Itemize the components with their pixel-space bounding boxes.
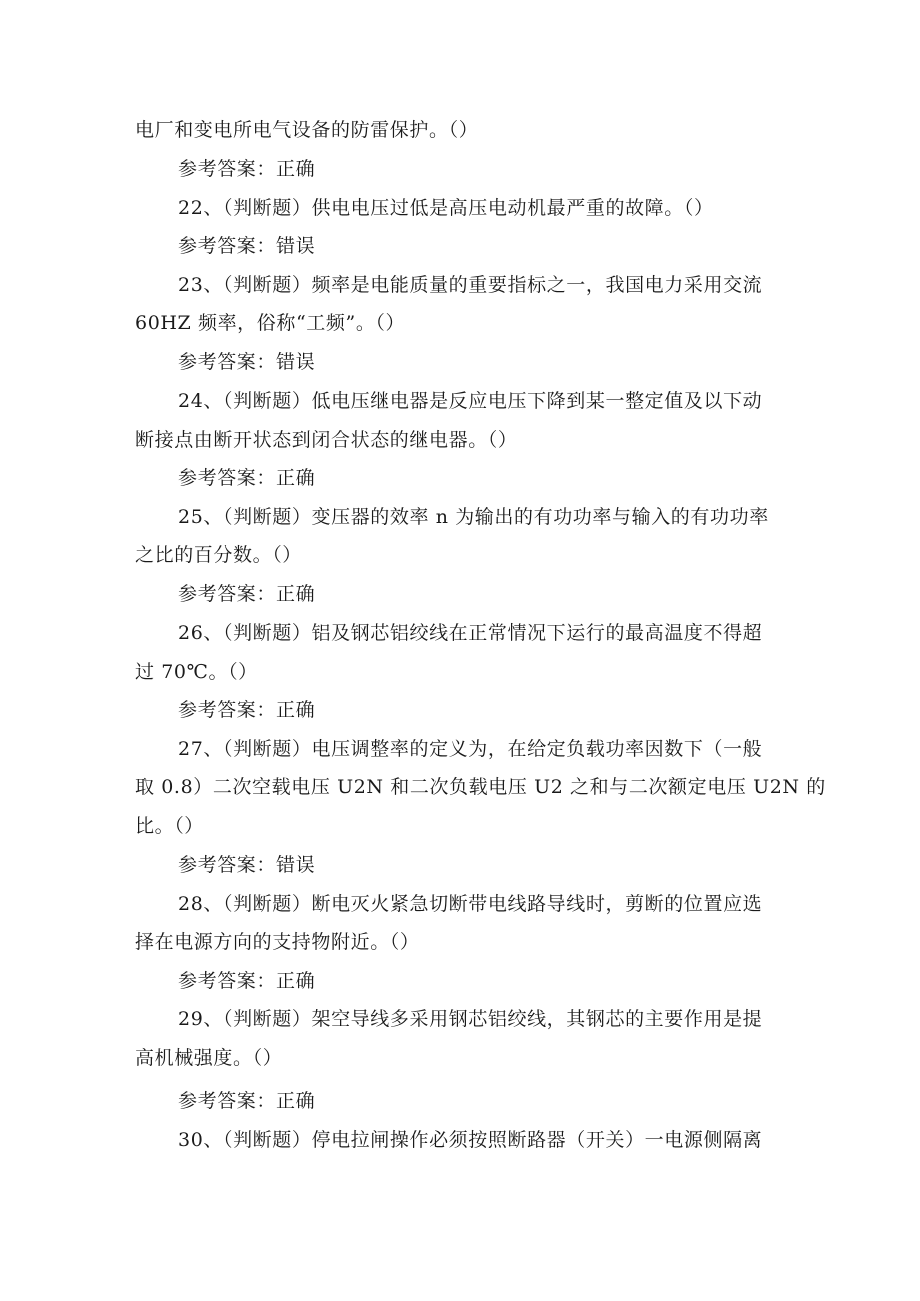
text-line: 择在电源方向的支持物附近。（） [135,931,420,953]
text-line: 电厂和变电所电气设备的防雷保护。（） [135,119,479,141]
answer-line: 参考答案：错误 [178,854,316,876]
question-line: 22、（判断题）供电电压过低是高压电动机最严重的故障。（） [178,197,714,219]
text-line: 60HZ 频率，俗称“工频”。（） [135,312,406,334]
answer-line: 参考答案：错误 [178,235,316,257]
text-line: 比。（） [135,815,204,837]
text-line: 过 70℃。（） [135,661,258,683]
question-line: 27、（判断题）电压调整率的定义为，在给定负载功率因数下（一般 [178,738,763,760]
question-line: 25、（判断题）变压器的效率 n 为输出的有功功率与输入的有功功率 [178,506,769,528]
answer-line: 参考答案：正确 [178,158,316,180]
answer-line: 参考答案：正确 [178,1090,316,1112]
answer-line: 参考答案：正确 [178,467,316,489]
answer-line: 参考答案：正确 [178,970,316,992]
answer-line: 参考答案：正确 [178,583,316,605]
question-line: 29、（判断题）架空导线多采用钢芯铝绞线，其钢芯的主要作用是提 [178,1008,763,1030]
question-line: 26、（判断题）铝及钢芯铝绞线在正常情况下运行的最高温度不得超 [178,622,763,644]
text-line: 断接点由断开状态到闭合状态的继电器。（） [135,429,518,451]
question-line: 28、（判断题）断电灭火紧急切断带电线路导线时，剪断的位置应选 [178,893,763,915]
text-line: 之比的百分数。（） [135,544,302,566]
answer-line: 参考答案：正确 [178,699,316,721]
question-line: 23、（判断题）频率是电能质量的重要指标之一，我国电力采用交流 [178,274,763,296]
text-line: 高机械强度。（） [135,1047,283,1069]
answer-line: 参考答案：错误 [178,351,316,373]
question-line: 24、（判断题）低电压继电器是反应电压下降到某一整定值及以下动 [178,390,763,412]
question-line: 30、（判断题）停电拉闸操作必须按照断路器（开关）一电源侧隔离 [178,1129,763,1151]
text-line: 取 0.8）二次空载电压 U2N 和二次负载电压 U2 之和与二次额定电压 U2N 的 [135,776,826,798]
